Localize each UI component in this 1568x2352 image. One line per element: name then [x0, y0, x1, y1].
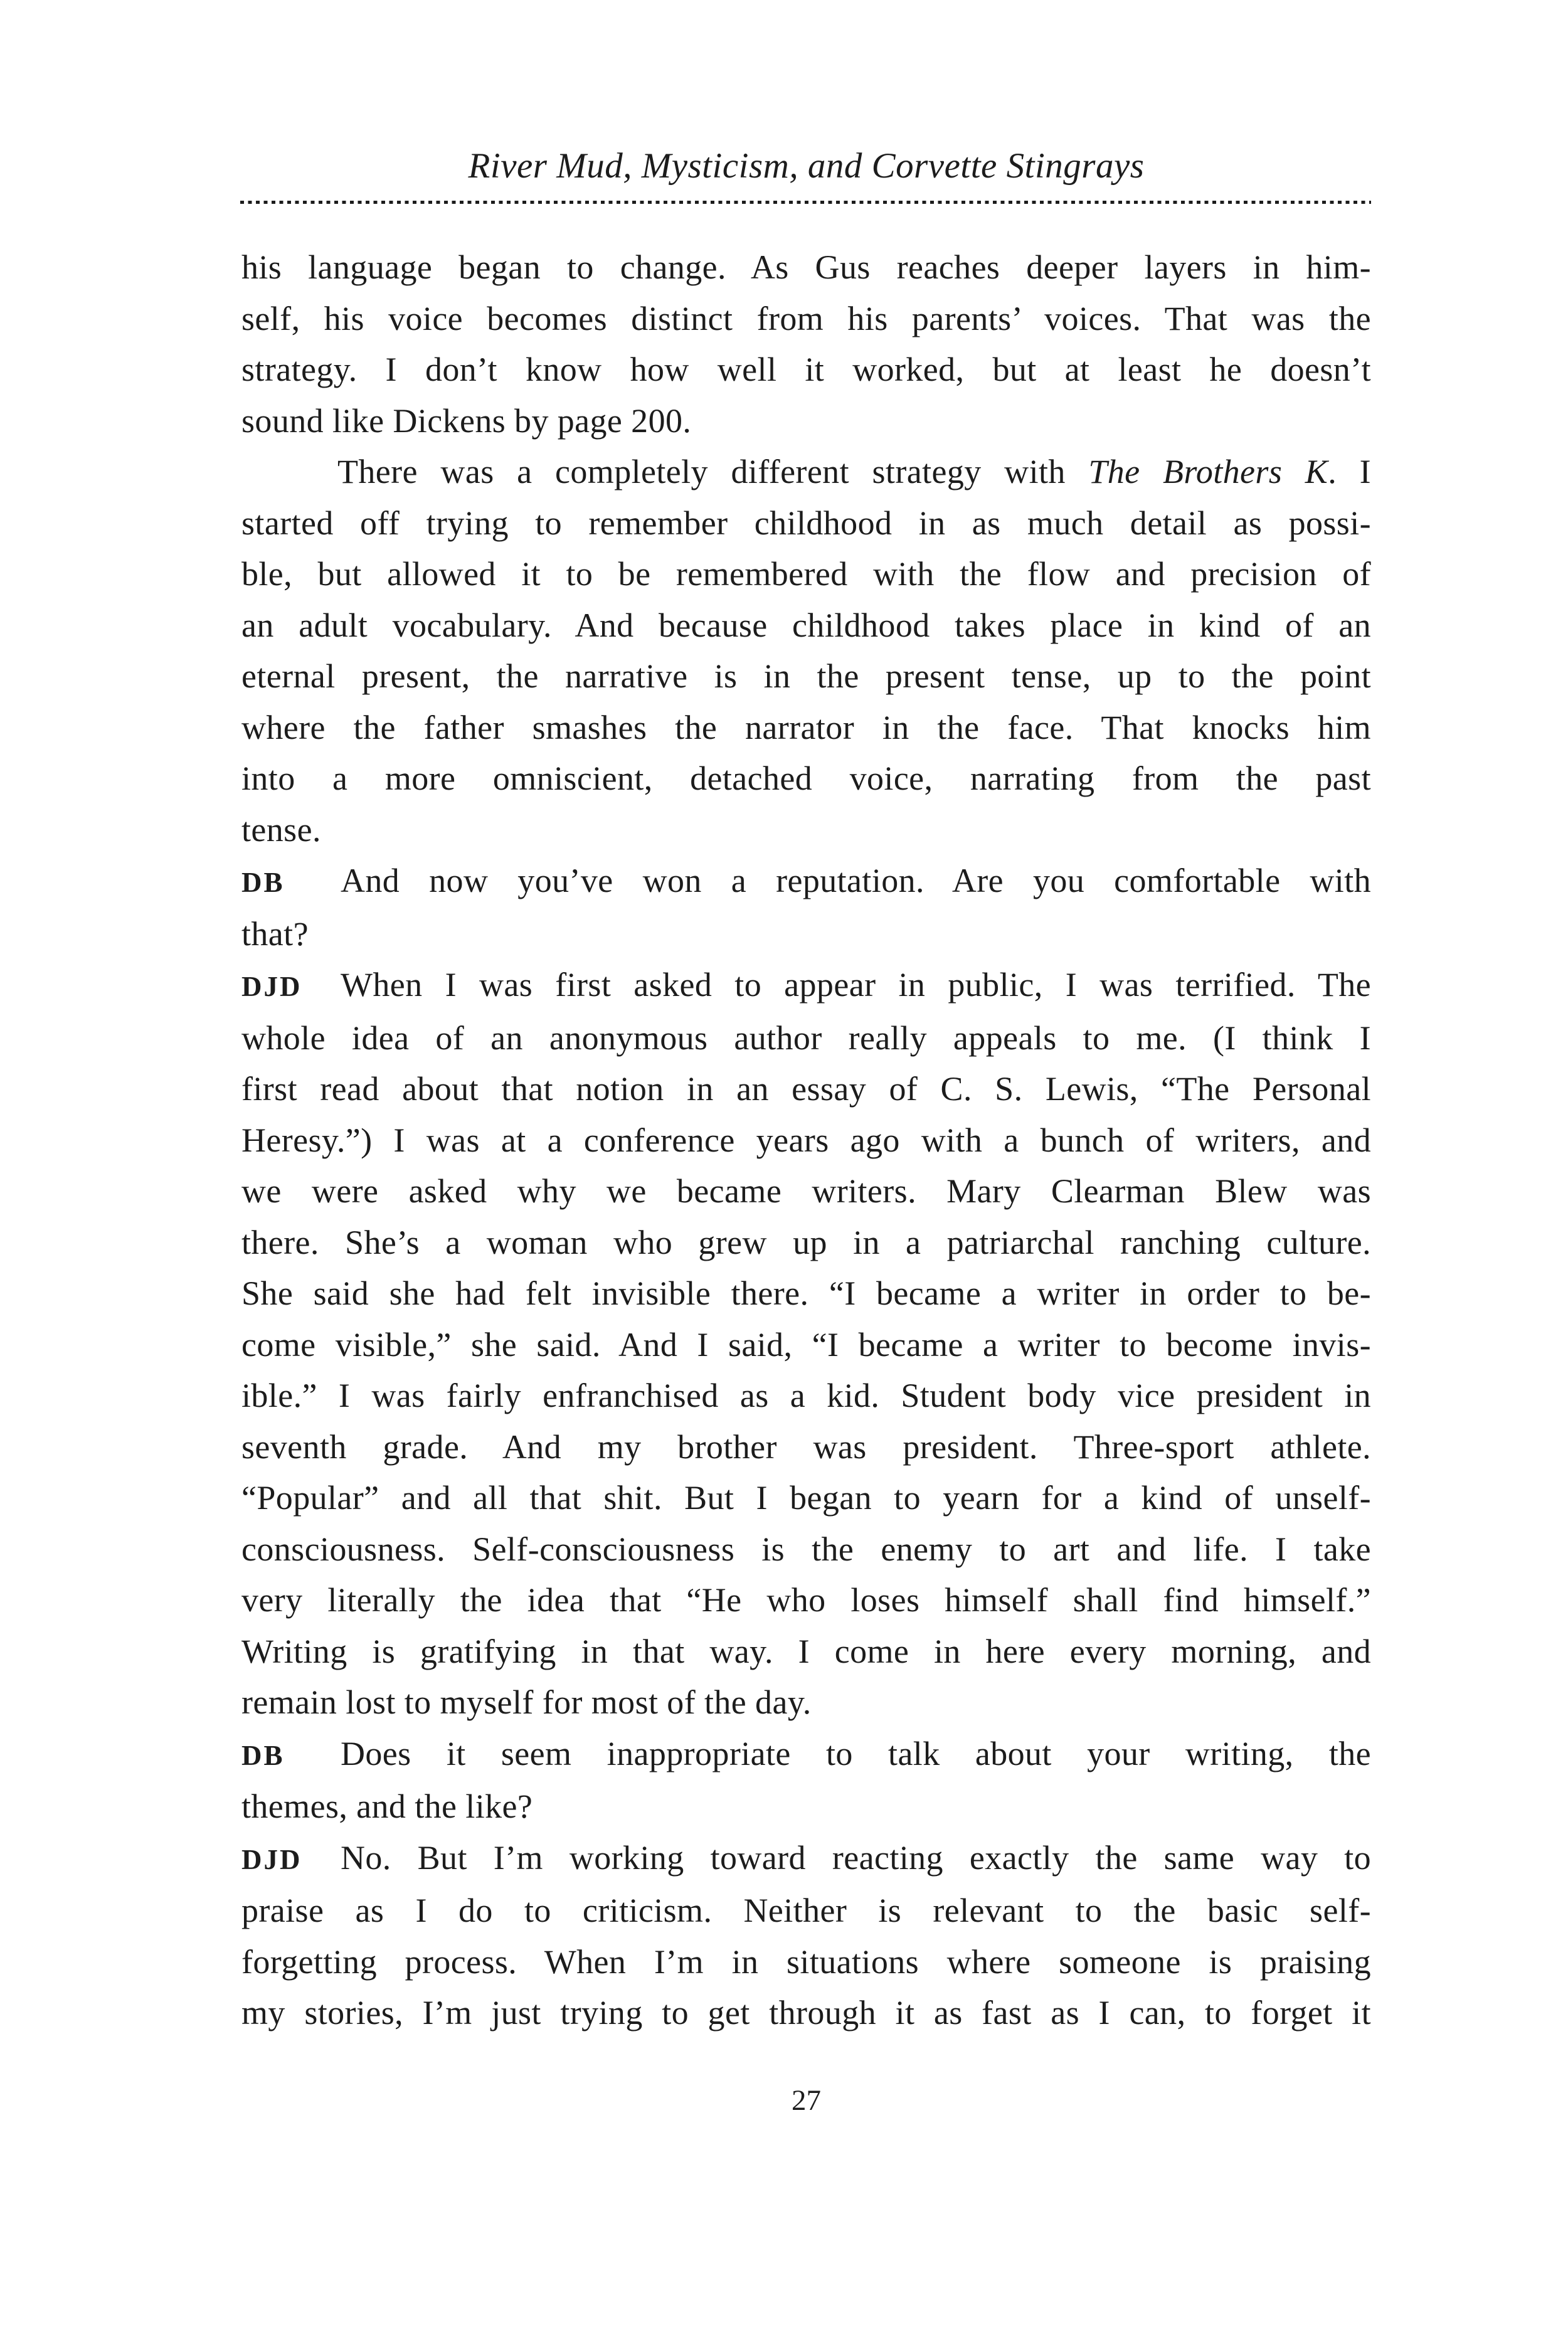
body-text — [241, 242, 1371, 2039]
dialogue-text: Does it seem inappropriate to talk about your writing, the — [341, 1734, 1371, 1772]
text-line: very literally the idea that “He who loses himself shall find himself.” — [241, 1581, 1371, 1619]
text-line: Heresy.”) I was at a conference years ago with a bunch of writers, and — [241, 1121, 1371, 1159]
text-line: eternal present, the narrative is in the present tense, up to the point — [241, 657, 1371, 695]
text-line: where the father smashes the narrator in the face. That knocks him — [241, 708, 1371, 746]
text-line: Writing is gratifying in that way. I come in here every morning, and — [241, 1632, 1371, 1670]
speaker-label-djd: DJD — [241, 1843, 302, 1875]
text-line: first read about that notion in an essay of C. S. Lewis, “The Personal — [241, 1070, 1371, 1108]
text-line: come visible,” she said. And I said, “I became a writer to become invis- — [241, 1325, 1371, 1364]
running-head-title: River Mud, Mysticism, and Corvette Stingrays — [468, 146, 1145, 186]
text-line: ible.” I was fairly enfranchised as a kid. Student body vice president in — [241, 1377, 1371, 1414]
text-line: into a more omniscient, detached voice, narrating from the past — [241, 760, 1371, 797]
text-line: that? — [241, 914, 309, 953]
text-line: consciousness. Self-consciousness is the enemy to art and life. I take — [241, 1530, 1371, 1568]
dialogue-first-line — [241, 1833, 1371, 1886]
text-line: an adult vocabulary. And because childhood takes place in kind of an — [241, 606, 1371, 644]
page-number: 27 — [792, 2084, 821, 2117]
text-line: tense. — [241, 810, 321, 849]
dotted-rule — [240, 201, 1371, 204]
text-line: “Popular” and all that shit. But I began to yearn for a kind of unself- — [241, 1479, 1371, 1517]
text-line: started off trying to remember childhood in as much detail as possi- — [241, 504, 1371, 542]
speaker-label-db: DB — [241, 867, 285, 898]
speaker-label-djd: DJD — [241, 971, 302, 1002]
dialogue-text: When I was first asked to appear in public, I was terrified. The — [341, 966, 1371, 1004]
dialogue-text: No. But I’m working toward reacting exactly the same way to — [341, 1838, 1371, 1877]
text-line: my stories, I’m just trying to get through it as fast as I can, to forget it — [241, 1994, 1371, 2032]
text-line: remain lost to myself for most of the day. — [241, 1683, 812, 1721]
speaker-label-db: DB — [241, 1739, 285, 1771]
dialogue-text: And now you’ve won a reputation. Are you comfortable with — [341, 862, 1371, 899]
text-line: we were asked why we became writers. Mary Clearman Blew was — [241, 1172, 1371, 1210]
dialogue-first-line — [241, 856, 1371, 909]
text-line: whole idea of an anonymous author really appeals to me. (I think I — [241, 1019, 1371, 1057]
text-line: there. She’s a woman who grew up in a patriarchal ranching culture. — [241, 1223, 1371, 1261]
text-line: seventh grade. And my brother was president. Three-sport athlete. — [241, 1428, 1371, 1466]
text-line: She said she had felt invisible there. “I became a writer in order to be- — [241, 1274, 1371, 1312]
text-line: themes, and the like? — [241, 1788, 533, 1825]
text-line: praise as I do to criticism. Neither is relevant to the basic self- — [241, 1892, 1371, 1929]
text-line: forgetting process. When I’m in situations where someone is praising — [241, 1942, 1371, 1981]
text-line: There was a completely different strategy with The Brothers K. I — [337, 453, 1371, 490]
text-line: his language began to change. As Gus reaches deeper layers in him- — [241, 248, 1371, 286]
text-line: ble, but allowed it to be remembered with the flow and precision of — [241, 555, 1371, 593]
text-line: sound like Dickens by page 200. — [241, 401, 692, 440]
dialogue-first-line — [241, 960, 1371, 1013]
text-line: self, his voice becomes distinct from his parents’ voices. That was the — [241, 299, 1371, 337]
text-line: strategy. I don’t know how well it worked, but at least he doesn’t — [241, 351, 1371, 388]
dialogue-first-line — [241, 1729, 1371, 1782]
